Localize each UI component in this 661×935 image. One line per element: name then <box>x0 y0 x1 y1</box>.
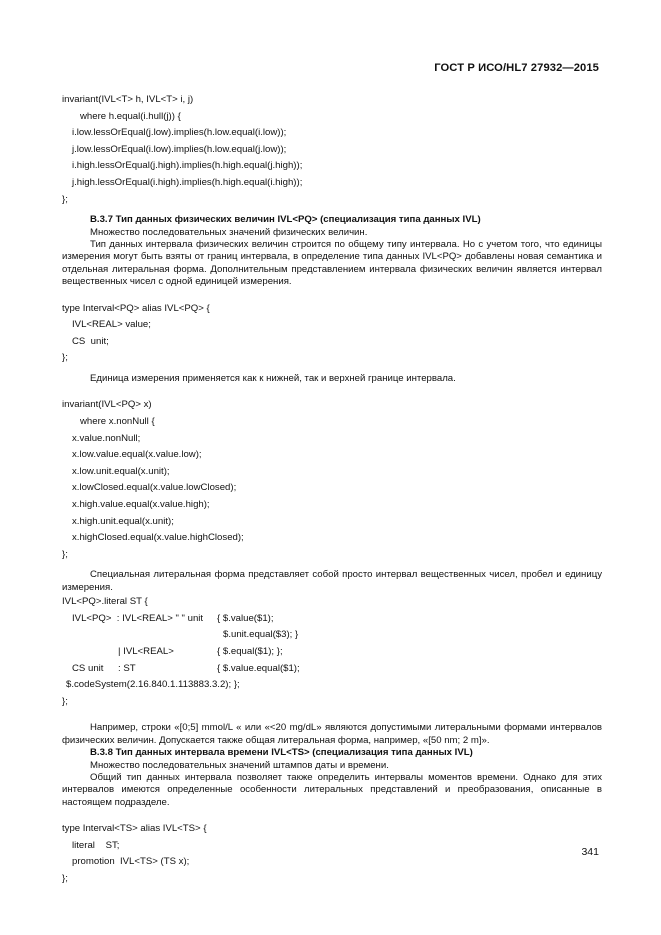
code-line <box>62 677 602 694</box>
code-line: invariant(IVL<PQ> x) <box>62 399 152 411</box>
code-line <box>62 611 602 628</box>
paragraph: Тип данных интервала физических величин строится по общему типу интервала. Но с учетом того, что единицы измерения могут быть взяты от границ интервала, в определение типа данных IVL<PQ> добавлены новая семантика и отдельная литеральная форма. Дополнительным представлением интервала физических величин является интервал вещественных чисел с одной единицей измерения. <box>62 238 602 288</box>
paragraph: Например, строки «[0;5] mmol/L « или «<20 mg/dL» являются допустимыми литеральными формами интервалов физических величин. Допускается также общая литеральная форма, например, «[50 nm; 2 m]». <box>62 722 602 746</box>
page-number: 341 <box>581 846 599 858</box>
code-line: j.high.lessOrEqual(i.high).implies(h.high.equal(i.high)); <box>72 176 303 188</box>
code-line: x.high.value.equal(x.value.high); <box>72 498 210 510</box>
code-fragment: { $.value.equal($1); <box>217 662 300 674</box>
code-line: where x.nonNull { <box>80 415 155 427</box>
literal-form-code <box>62 594 602 710</box>
code-line: }; <box>62 872 68 884</box>
code-line: x.low.value.equal(x.value.low); <box>72 449 202 461</box>
code-fragment: IVL<PQ> : IVL<REAL> " " unit <box>72 612 204 624</box>
section-heading-b38: В.3.8 Тип данных интервала времени IVL<TS> (специализация типа данных IVL) <box>90 747 473 759</box>
code-line: literal ST; <box>72 839 120 851</box>
code-line: }; <box>62 548 68 560</box>
code-line: x.highClosed.equal(x.value.highClosed); <box>72 532 244 544</box>
code-line: x.value.nonNull; <box>72 432 141 444</box>
section-heading-b37: В.3.7 Тип данных физических величин IVL<PQ> (специализация типа данных IVL) <box>90 214 481 226</box>
code-fragment: | IVL<REAL> <box>118 645 174 657</box>
code-fragment: $.unit.equal($3); } <box>223 629 299 641</box>
code-line: i.low.lessOrEqual(j.low).implies(h.low.equal(i.low)); <box>72 127 287 139</box>
page-content <box>62 92 602 888</box>
code-line <box>62 644 602 661</box>
code-line: where h.equal(i.hull(j)) { <box>80 110 181 122</box>
code-line: }; <box>62 193 68 205</box>
code-line: x.lowClosed.equal(x.value.lowClosed); <box>72 482 237 494</box>
paragraph: Множество последовательных значений физических величин. <box>90 226 368 238</box>
code-fragment: { $.equal($1); }; <box>217 645 283 657</box>
paragraph: Специальная литеральная форма представляет собой просто интервал вещественных чисел, пробел и единицу измерения. <box>62 569 602 593</box>
document-header: ГОСТ Р ИСО/HL7 27932—2015 <box>434 62 599 74</box>
code-fragment: $.codeSystem(2.16.840.1.113883.3.2); }; <box>66 679 240 691</box>
code-line: x.high.unit.equal(x.unit); <box>72 515 174 527</box>
code-line: IVL<PQ>.literal ST { <box>62 596 148 608</box>
code-line: x.low.unit.equal(x.unit); <box>72 465 170 477</box>
code-line: IVL<REAL> value; <box>72 319 151 331</box>
code-line: CS unit; <box>72 335 109 347</box>
code-fragment: : ST <box>118 662 136 674</box>
code-line <box>62 627 602 644</box>
invariant-ivl-hull-code <box>62 92 602 208</box>
paragraph: Общий тип данных интервала позволяет также определить интервалы моментов времени. Однако для этих интервалов имеются определенные особенности литеральных представлений и преобразования, описанные в настоящем подразделе. <box>62 771 602 808</box>
type-interval-ts-code <box>62 821 602 887</box>
code-fragment: { $.value($1); <box>217 612 274 624</box>
code-line: promotion IVL<TS> (TS x); <box>72 856 190 868</box>
code-line: type Interval<TS> alias IVL<TS> { <box>62 823 207 835</box>
code-line: }; <box>62 352 68 364</box>
type-interval-pq-code <box>62 301 602 367</box>
code-fragment: CS unit <box>72 662 104 674</box>
invariant-ivl-pq-code <box>62 397 602 563</box>
code-line: invariant(IVL<T> h, IVL<T> i, j) <box>62 94 194 105</box>
code-line: i.high.lessOrEqual(j.high).implies(h.high.equal(j.high)); <box>72 160 303 172</box>
paragraph: Множество последовательных значений штампов даты и времени. <box>90 759 389 771</box>
code-line: type Interval<PQ> alias IVL<PQ> { <box>62 302 210 314</box>
code-line: }; <box>62 695 68 707</box>
code-line <box>62 661 602 678</box>
code-line: j.low.lessOrEqual(i.low).implies(h.low.equal(j.low)); <box>72 143 287 155</box>
paragraph: Единица измерения применяется как к нижней, так и верхней границе интервала. <box>90 372 456 384</box>
